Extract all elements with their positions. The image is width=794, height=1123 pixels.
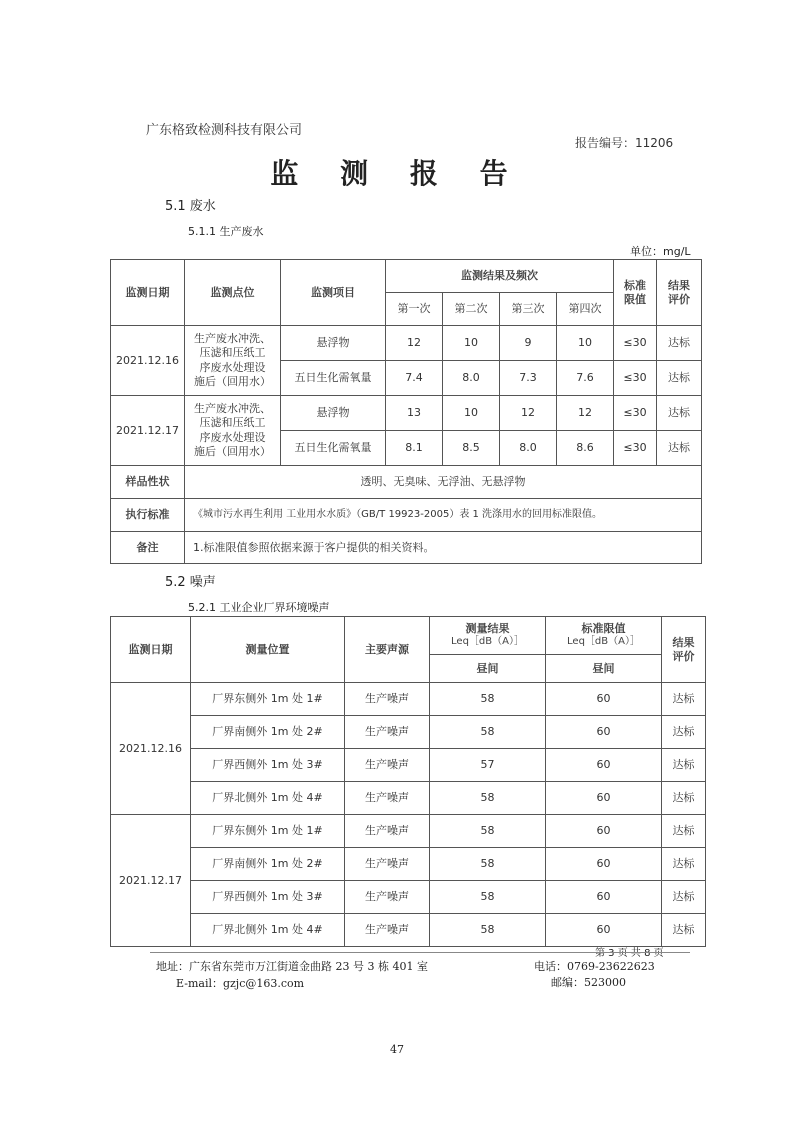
sample-label: 样品性状 [111, 466, 185, 499]
footer-postcode: 邮编：523000 [551, 976, 626, 989]
limit-cell: 60 [546, 881, 662, 914]
value-cell: 7.6 [557, 361, 614, 396]
result-cell: 58 [430, 848, 546, 881]
eval-cell: 达标 [662, 815, 706, 848]
item-cell: 五日生化需氧量 [281, 431, 386, 466]
eval-cell: 达标 [662, 848, 706, 881]
page-number: 47 [390, 1043, 404, 1056]
result-cell: 57 [430, 749, 546, 782]
value-cell: 8.0 [500, 431, 557, 466]
site-cell: 生产废水冲洗、 压滤和压纸工 序废水处理设 施后（回用水） [185, 396, 281, 466]
source-cell: 生产噪声 [345, 782, 430, 815]
value-cell: 8.1 [386, 431, 443, 466]
position-cell: 厂界北侧外 1m 处 4# [191, 914, 345, 947]
header-second: 第二次 [443, 293, 500, 326]
value-cell: 12 [557, 396, 614, 431]
position-cell: 厂界东侧外 1m 处 1# [191, 683, 345, 716]
value-cell: 12 [500, 396, 557, 431]
section-noise-heading: 5.2 噪声 [165, 575, 216, 590]
remark-value: 1.标准限值参照依据来源于客户提供的相关资料。 [185, 532, 702, 564]
subsection-boundary-noise-heading: 5.2.1 工业企业厂界环境噪声 [188, 601, 330, 614]
header-third: 第三次 [500, 293, 557, 326]
value-cell: 8.0 [443, 361, 500, 396]
header-site: 监测点位 [185, 260, 281, 326]
site-cell: 生产废水冲洗、 压滤和压纸工 序废水处理设 施后（回用水） [185, 326, 281, 396]
table-row [111, 815, 706, 848]
item-cell: 五日生化需氧量 [281, 361, 386, 396]
header-limit: 标准 限值 [614, 260, 657, 326]
noise-header-limit-title: 标准限值 [581, 622, 626, 636]
header-fourth: 第四次 [557, 293, 614, 326]
standard-value: 《城市污水再生利用 工业用水水质》（GB/T 19923-2005）表 1 洗涤用水的回用标准限值。 [185, 499, 702, 532]
report-title: 监 测 报 告 [270, 157, 524, 190]
noise-date-cell: 2021.12.17 [111, 815, 191, 947]
value-cell: 10 [443, 396, 500, 431]
table-row [111, 914, 706, 947]
value-cell: 8.5 [443, 431, 500, 466]
limit-cell: 60 [546, 716, 662, 749]
table-row [111, 881, 706, 914]
header-first: 第一次 [386, 293, 443, 326]
footer-address: 地址：广东省东莞市万江街道金曲路 23 号 3 栋 401 室 [156, 960, 428, 973]
value-cell: 9 [500, 326, 557, 361]
value-cell: 10 [443, 326, 500, 361]
source-cell: 生产噪声 [345, 914, 430, 947]
footer-telephone: 电话：0769-23622623 [534, 960, 655, 973]
subsection-production-wastewater-heading: 5.1.1 生产废水 [188, 225, 264, 238]
source-cell: 生产噪声 [345, 848, 430, 881]
table-row [111, 782, 706, 815]
limit-cell: ≤30 [614, 361, 657, 396]
header-results: 监测结果及频次 [386, 260, 614, 293]
company-name: 广东格致检测科技有限公司 [146, 123, 303, 138]
limit-cell: 60 [546, 848, 662, 881]
standard-label: 执行标准 [111, 499, 185, 532]
table-row [111, 326, 702, 361]
noise-header-result-unit: Leq［dB（A）］ [451, 636, 524, 648]
limit-cell: ≤30 [614, 326, 657, 361]
page-info: 第 3 页 共 8 页 [595, 948, 664, 959]
result-cell: 58 [430, 881, 546, 914]
date-cell: 2021.12.16 [111, 326, 185, 396]
wastewater-table [110, 259, 702, 564]
value-cell: 12 [386, 326, 443, 361]
table-row [111, 396, 702, 431]
eval-cell: 达标 [662, 881, 706, 914]
limit-cell: 60 [546, 815, 662, 848]
date-cell: 2021.12.17 [111, 396, 185, 466]
item-cell: 悬浮物 [281, 396, 386, 431]
value-cell: 8.6 [557, 431, 614, 466]
noise-table [110, 616, 706, 947]
value-cell: 7.3 [500, 361, 557, 396]
limit-cell: 60 [546, 782, 662, 815]
limit-cell: 60 [546, 749, 662, 782]
limit-cell: 60 [546, 683, 662, 716]
value-cell: 10 [557, 326, 614, 361]
footer-divider [150, 952, 690, 953]
source-cell: 生产噪声 [345, 716, 430, 749]
value-cell: 13 [386, 396, 443, 431]
eval-cell: 达标 [662, 782, 706, 815]
table-row [111, 848, 706, 881]
source-cell: 生产噪声 [345, 815, 430, 848]
source-cell: 生产噪声 [345, 749, 430, 782]
source-cell: 生产噪声 [345, 881, 430, 914]
report-number: 报告编号：11206 [575, 136, 674, 150]
result-cell: 58 [430, 782, 546, 815]
table-row [111, 683, 706, 716]
result-cell: 58 [430, 914, 546, 947]
position-cell: 厂界南侧外 1m 处 2# [191, 716, 345, 749]
noise-header-daytime-limit: 昼间 [546, 655, 662, 683]
position-cell: 厂界西侧外 1m 处 3# [191, 749, 345, 782]
noise-header-result-title: 测量结果 [465, 622, 510, 636]
noise-header-source: 主要声源 [345, 617, 430, 683]
noise-header-date: 监测日期 [111, 617, 191, 683]
remark-label: 备注 [111, 532, 185, 564]
result-cell: 58 [430, 815, 546, 848]
sample-value: 透明、无臭味、无浮油、无悬浮物 [185, 466, 702, 499]
noise-header-result [430, 617, 546, 655]
section-wastewater-heading: 5.1 废水 [165, 199, 216, 214]
header-date: 监测日期 [111, 260, 185, 326]
position-cell: 厂界北侧外 1m 处 4# [191, 782, 345, 815]
value-cell: 7.4 [386, 361, 443, 396]
position-cell: 厂界西侧外 1m 处 3# [191, 881, 345, 914]
eval-cell: 达标 [662, 749, 706, 782]
eval-cell: 达标 [662, 683, 706, 716]
table-row [111, 716, 706, 749]
eval-cell: 达标 [662, 716, 706, 749]
item-cell: 悬浮物 [281, 326, 386, 361]
eval-cell: 达标 [657, 326, 702, 361]
noise-header-daytime: 昼间 [430, 655, 546, 683]
limit-cell: 60 [546, 914, 662, 947]
limit-cell: ≤30 [614, 431, 657, 466]
unit-label: 单位：mg/L [630, 245, 691, 258]
noise-header-limit-unit: Leq［dB（A）］ [567, 636, 640, 648]
noise-header-position: 测量位置 [191, 617, 345, 683]
table-row [111, 749, 706, 782]
position-cell: 厂界南侧外 1m 处 2# [191, 848, 345, 881]
noise-date-cell: 2021.12.16 [111, 683, 191, 815]
header-eval: 结果 评价 [657, 260, 702, 326]
header-item: 监测项目 [281, 260, 386, 326]
result-cell: 58 [430, 716, 546, 749]
eval-cell: 达标 [657, 431, 702, 466]
limit-cell: ≤30 [614, 396, 657, 431]
position-cell: 厂界东侧外 1m 处 1# [191, 815, 345, 848]
noise-header-limit [546, 617, 662, 655]
eval-cell: 达标 [662, 914, 706, 947]
source-cell: 生产噪声 [345, 683, 430, 716]
noise-header-eval: 结果 评价 [662, 617, 706, 683]
footer-email: E-mail：gzjc@163.com [176, 977, 305, 990]
eval-cell: 达标 [657, 361, 702, 396]
eval-cell: 达标 [657, 396, 702, 431]
result-cell: 58 [430, 683, 546, 716]
